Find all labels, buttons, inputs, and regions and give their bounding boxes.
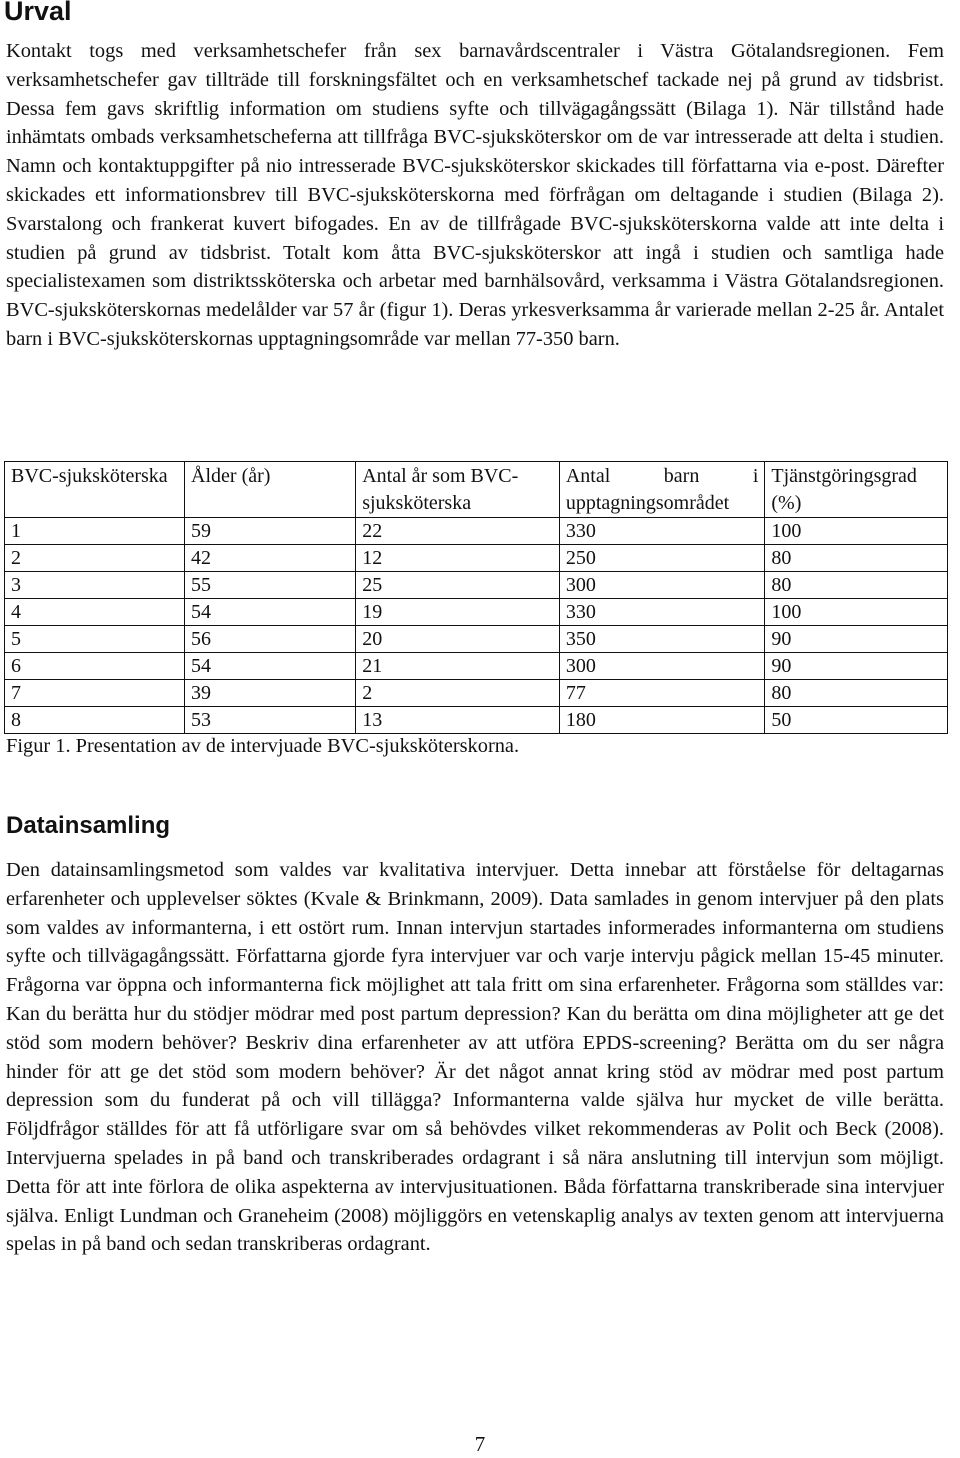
section-heading-datainsamling: Datainsamling bbox=[6, 812, 171, 839]
table-cell: 1 bbox=[5, 518, 185, 545]
table-cell: 250 bbox=[559, 545, 765, 572]
table-cell: 39 bbox=[185, 680, 356, 707]
column-header: Antal barn i upptagningsområdet bbox=[559, 462, 765, 518]
table-row bbox=[5, 545, 948, 572]
column-header: Antal år som BVC-sjuksköterska bbox=[356, 462, 560, 518]
section-heading-urval: Urval bbox=[4, 0, 72, 26]
table-cell: 80 bbox=[765, 545, 948, 572]
table-cell: 350 bbox=[559, 626, 765, 653]
table-cell: 5 bbox=[5, 626, 185, 653]
table-cell: 12 bbox=[356, 545, 560, 572]
table-row bbox=[5, 680, 948, 707]
table-cell: 80 bbox=[765, 680, 948, 707]
table-cell: 100 bbox=[765, 518, 948, 545]
paragraph-datainsamling: Den datainsamlingsmetod som valdes var kvalitativa intervjuer. Detta innebar att förståelse för deltagarnas erfarenheter och upplevelser söktes (Kvale & Brinkmann, 2009). Data samlades in genom intervjuer på den plats som valdes av informanterna, i ett ostört rum. Innan intervjun startades informerades informanterna om studiens syfte och tillvägagångssätt. Författarna gjorde fyra intervjuer var och varje intervju pågick mellan 15-45 minuter. Frågorna var öppna och informanterna fick möjlighet att tala fritt om sina erfarenheter. Frågorna som ställdes var: Kan du berätta hur du stödjer mödrar med post partum depression? Kan du berätta om dina möjligheter att ge det stöd som modern behöver? Beskriv dina erfarenheter av att utföra EPDS-screening? Berätta om du ser några hinder för att ge det stöd som modern behöver? Är det något annat kring stöd av mödrar med post partum depression som du funderat på och vill tillägga? Informanterna valde själva hur mycket de ville berätta. Följdfrågor ställdes för att få utförligare svar om så behövdes vilket rekommenderas av Polit och Beck (2008). Intervjuerna spelades in på band och transkriberades ordagrant i så nära anslutning till intervjun som möjligt. Detta för att inte förlora de olika aspekterna av intervjusituationen. Båda författarna transkriberade sina intervjuer själva. Enligt Lundman och Graneheim (2008) möjliggörs en vetenskaplig analys av texten genom att intervjuerna spelas in på band och sedan transkriberas ordagrant. bbox=[6, 859, 944, 1256]
table-caption: Figur 1. Presentation av de intervjuade BVC-sjuksköterskorna. bbox=[6, 735, 520, 757]
table-row bbox=[5, 518, 948, 545]
table-cell: 7 bbox=[5, 680, 185, 707]
page-number: 7 bbox=[474, 1432, 486, 1456]
column-header: Tjänstgöringsgrad (%) bbox=[765, 462, 948, 518]
table-cell: 55 bbox=[185, 572, 356, 599]
table-row bbox=[5, 707, 948, 734]
table-cell: 2 bbox=[356, 680, 560, 707]
table-row bbox=[5, 653, 948, 680]
table-header-row bbox=[5, 462, 948, 518]
table-cell: 56 bbox=[185, 626, 356, 653]
table-cell: 80 bbox=[765, 572, 948, 599]
table-cell: 22 bbox=[356, 518, 560, 545]
paragraph-urval: Kontakt togs med verksamhetschefer från sex barnavårdscentraler i Västra Götalandsregionen. Fem verksamhetschefer gav tillträde till forskningsfältet och en verksamhetschef tackade nej på grund av tidsbrist. Dessa fem gavs skriftlig information om studiens syfte och tillvägagångssätt (Bilaga 1). När tillstånd hade inhämtats ombads verksamhetscheferna att tillfråga BVC-sjuksköterskor om de var intresserade att delta i studien. Namn och kontaktuppgifter på nio intresserade BVC-sjuksköterskor skickades till författarna via e-post. Därefter skickades ett informationsbrev till BVC-sjuksköterskorna med förfrågan om deltagande i studien (Bilaga 2). Svarstalong och frankerat kuvert bifogades. En av de tillfrågade BVC-sjuksköterskorna valde att inte delta i studien på grund av tidsbrist. Totalt kom åtta BVC-sjuksköterskor att ingå i studien och samtliga hade specialistexamen som distriktssköterska och arbetar med barnhälsovård, verksamma i Västra Götalandsregionen. BVC-sjuksköterskornas medelålder var 57 år (figur 1). Deras yrkesverksamma år varierade mellan 2-25 år. Antalet barn i BVC-sjuksköterskornas upptagningsområde var mellan 77-350 barn. bbox=[6, 40, 944, 350]
participants-table bbox=[4, 461, 948, 734]
table-cell: 54 bbox=[185, 599, 356, 626]
table-cell: 330 bbox=[559, 518, 765, 545]
table-cell: 42 bbox=[185, 545, 356, 572]
table-row bbox=[5, 626, 948, 653]
table-cell: 20 bbox=[356, 626, 560, 653]
table-cell: 53 bbox=[185, 707, 356, 734]
table-cell: 3 bbox=[5, 572, 185, 599]
table-cell: 50 bbox=[765, 707, 948, 734]
table-cell: 19 bbox=[356, 599, 560, 626]
table-cell: 2 bbox=[5, 545, 185, 572]
table-cell: 25 bbox=[356, 572, 560, 599]
table-cell: 54 bbox=[185, 653, 356, 680]
column-header: BVC-sjuksköterska bbox=[5, 462, 185, 518]
table-row bbox=[5, 572, 948, 599]
column-header: Ålder (år) bbox=[185, 462, 356, 518]
table-cell: 21 bbox=[356, 653, 560, 680]
table-cell: 90 bbox=[765, 626, 948, 653]
table-cell: 13 bbox=[356, 707, 560, 734]
table-cell: 6 bbox=[5, 653, 185, 680]
table-cell: 90 bbox=[765, 653, 948, 680]
table-cell: 300 bbox=[559, 653, 765, 680]
table-cell: 330 bbox=[559, 599, 765, 626]
table-cell: 100 bbox=[765, 599, 948, 626]
table-cell: 59 bbox=[185, 518, 356, 545]
table-cell: 300 bbox=[559, 572, 765, 599]
table-cell: 8 bbox=[5, 707, 185, 734]
table-cell: 77 bbox=[559, 680, 765, 707]
table-row bbox=[5, 599, 948, 626]
table-cell: 4 bbox=[5, 599, 185, 626]
table-cell: 180 bbox=[559, 707, 765, 734]
